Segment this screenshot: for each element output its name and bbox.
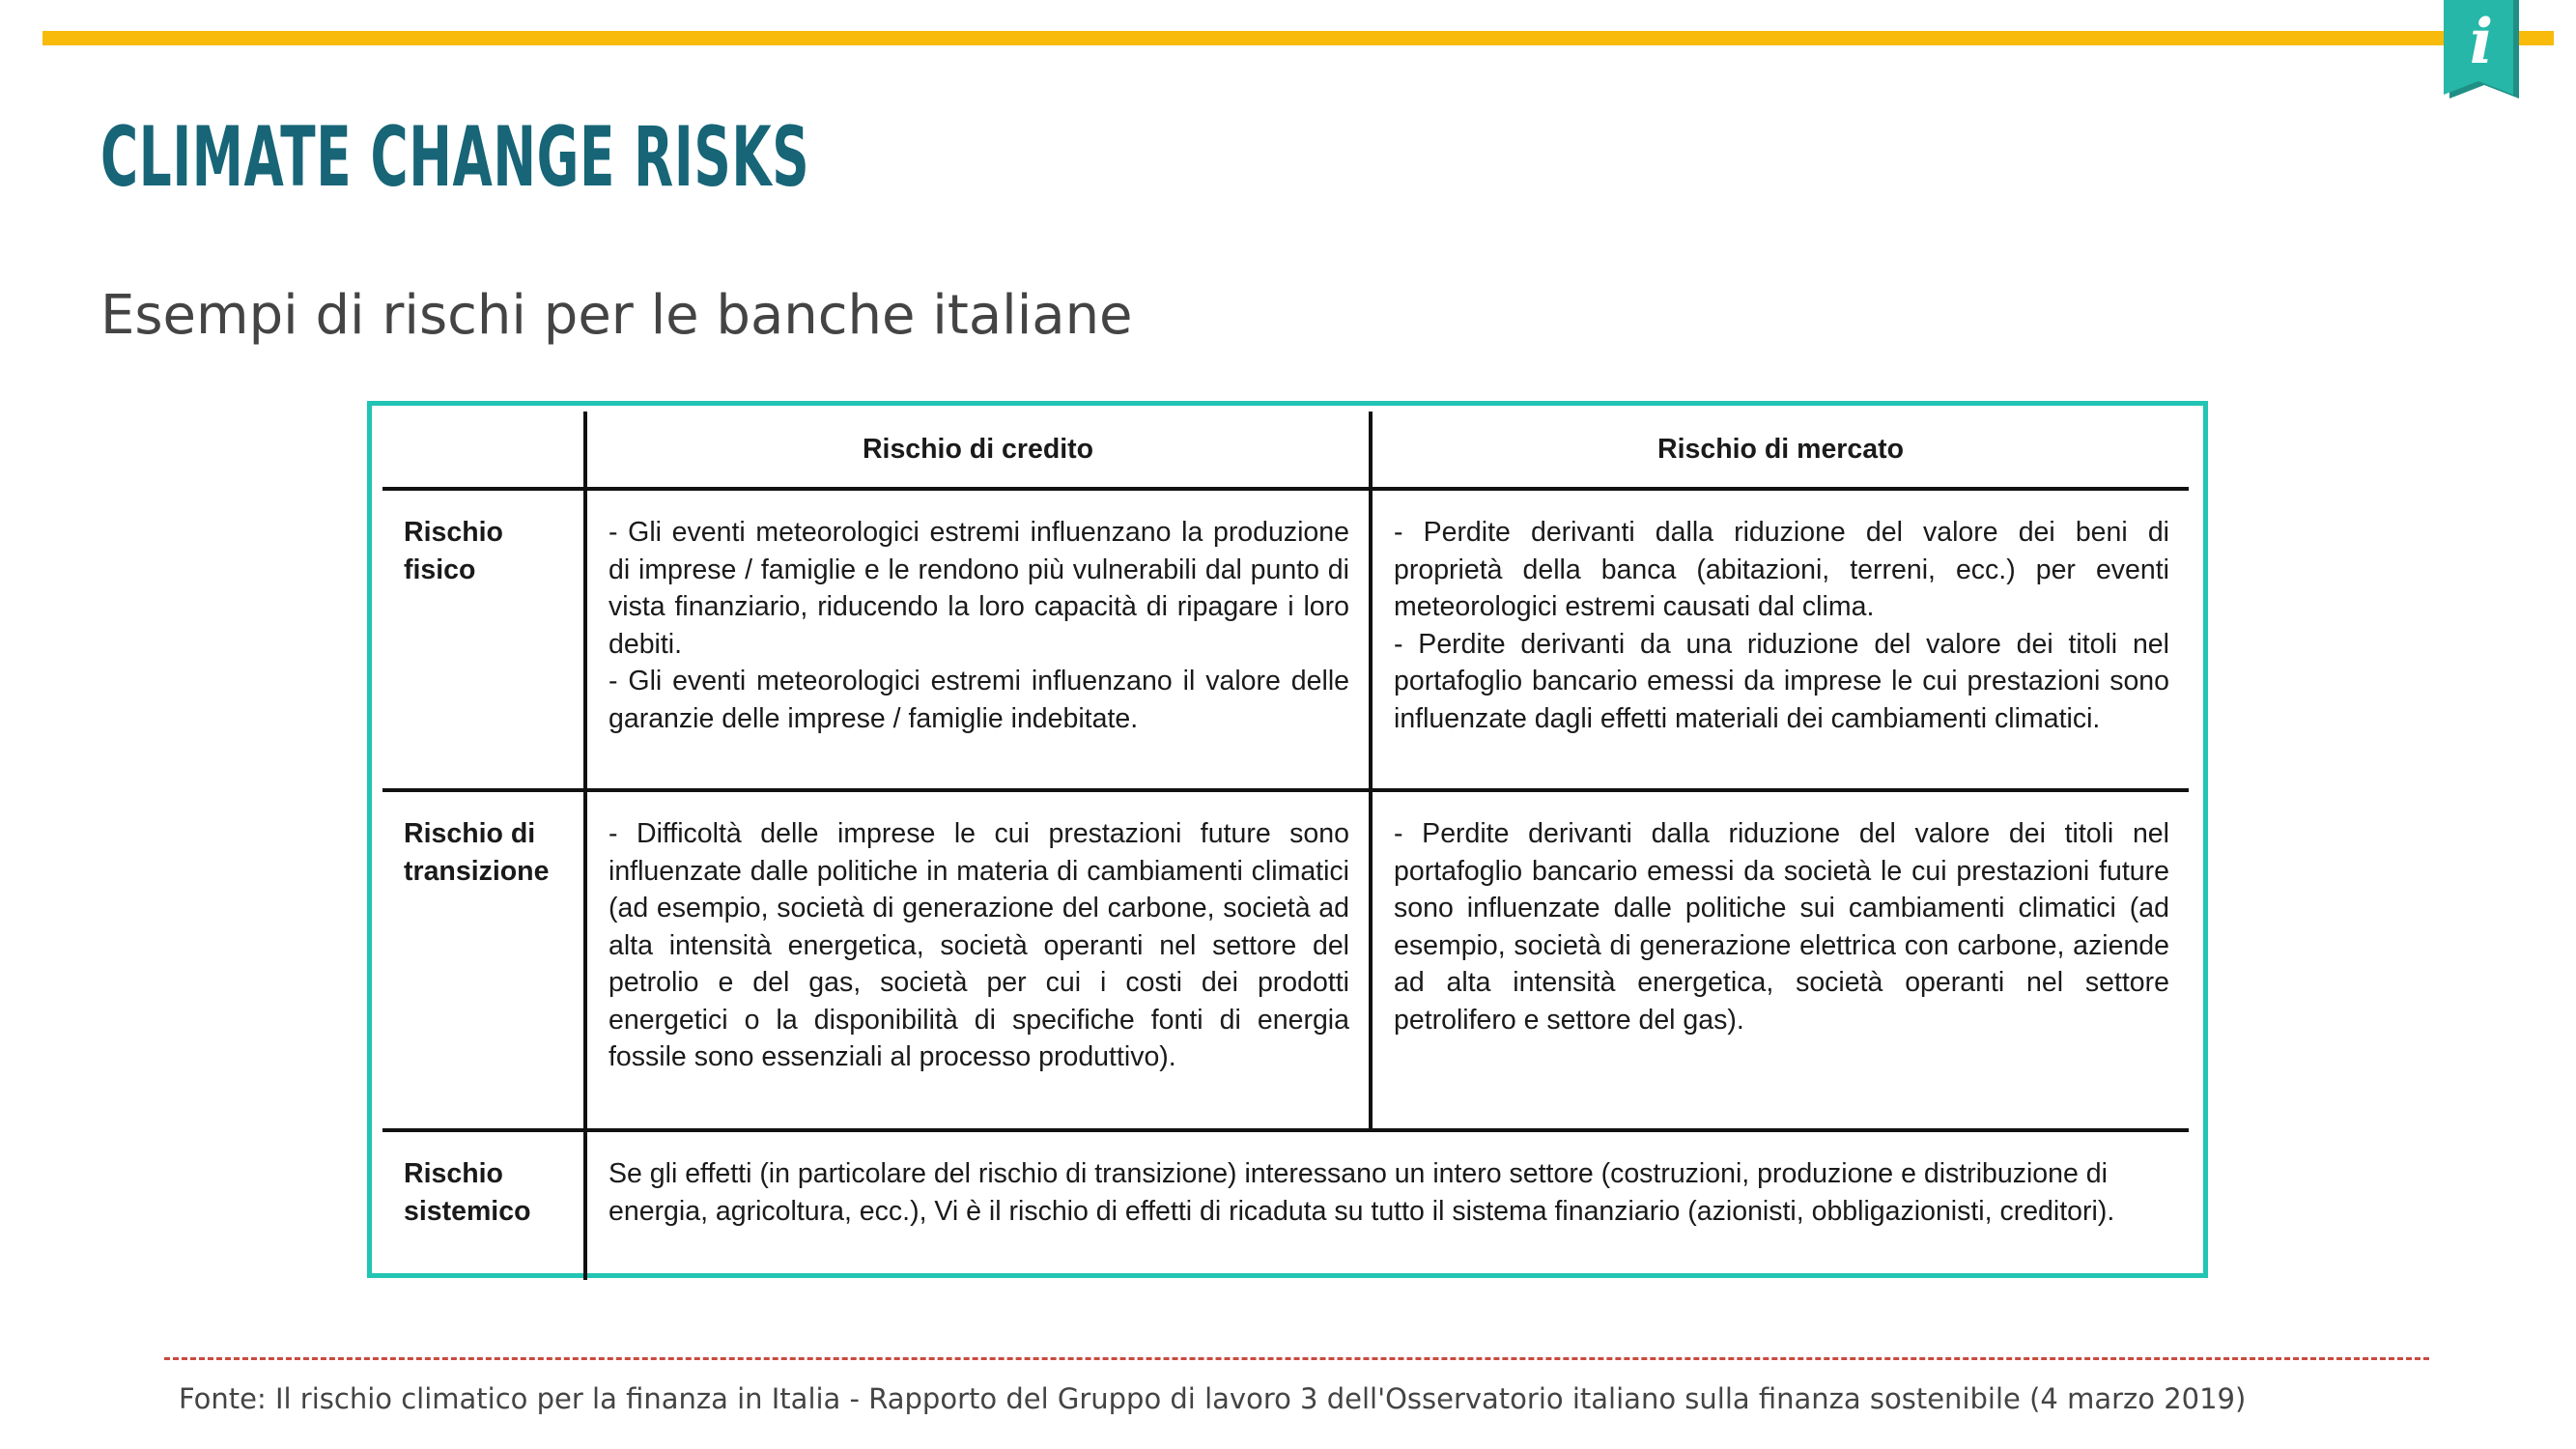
slide-title: CLIMATE CHANGE RISKS	[100, 109, 810, 206]
top-accent-bar	[42, 31, 2554, 45]
table-row	[382, 790, 2189, 1130]
info-badge	[2444, 0, 2519, 102]
header-credit-risk: Rischio di credito	[585, 412, 1371, 489]
info-icon: i	[2469, 6, 2494, 78]
header-market-risk: Rischio di mercato	[1371, 412, 2189, 489]
slide-subtitle: Esempi di rischi per le banche italiane	[100, 284, 1133, 347]
cell-physical-credit	[585, 489, 1371, 790]
cell-paragraph: - Gli eventi meteorologici estremi influenzano la produzione di imprese / famiglie e le rendono più vulnerabili dal punto di vista finanziario, riducendo la loro capacità di ripagare i loro debiti.	[609, 517, 1349, 660]
cell-paragraph: - Difficoltà delle imprese le cui prestazioni future sono influenzate dalle politiche in materia di cambiamenti climatici (ad esempio, società di generazione del carbone, società ad alta intensità energetica, società operanti nel settore del petrolio e del gas, società per cui i costi dei prodotti energetici o la disponibilità di specifiche fonti di energia fossile sono essenziali al processo produttivo).	[609, 818, 1349, 1072]
source-footnote: Fonte: Il rischio climatico per la finanza in Italia - Rapporto del Gruppo di lavoro 3 dell'Osservatorio italiano sulla finanza sostenibile (4 marzo 2019)	[179, 1382, 2247, 1415]
cell-transition-credit	[585, 790, 1371, 1130]
table-row	[382, 489, 2189, 790]
row-label-physical: Rischio fisico	[382, 489, 585, 790]
cell-physical-market	[1371, 489, 2189, 790]
table-header-row	[382, 412, 2189, 489]
table-row	[382, 1130, 2189, 1280]
risk-table	[382, 412, 2189, 1280]
row-label-systemic: Rischio sistemico	[404, 1158, 531, 1227]
cell-paragraph: - Perdite derivanti dalla riduzione del valore dei titoli nel portafoglio bancario emessi da società le cui prestazioni future sono influenzate dalle politiche sui cambiamenti climatici (ad esempio, società di generazione elettrica con carbone, aziende ad alta intensità energetica, società operanti nel settore petrolifero e settore del gas).	[1394, 818, 2169, 1036]
cell-paragraph: - Gli eventi meteorologici estremi influenzano il valore delle garanzie delle imprese / famiglie indebitate.	[609, 666, 1349, 734]
cell-systemic	[585, 1130, 2189, 1280]
cell-paragraph: - Perdite derivanti dalla riduzione del valore dei beni di proprietà della banca (abitazioni, terreni, ecc.) per eventi meteorologici estremi causati dal clima.	[1394, 517, 2169, 622]
header-empty	[382, 412, 585, 489]
footer-divider	[164, 1357, 2429, 1360]
row-label-transition: Rischio di transizione	[382, 790, 585, 1130]
cell-paragraph: - Perdite derivanti da una riduzione del valore dei titoli nel portafoglio bancario emessi da imprese le cui prestazioni sono influenzate dagli effetti materiali dei cambiamenti climatici.	[1394, 628, 2169, 734]
cell-paragraph: Se gli effetti (in particolare del rischio di transizione) interessano un intero settore (costruzioni, produzione e distribuzione di energia, agricoltura, ecc.), Vi è il rischio di effetti di ricaduta su tutto il sistema finanziario (azionisti, obbligazionisti, creditori).	[609, 1158, 2115, 1227]
cell-transition-market	[1371, 790, 2189, 1130]
table-frame	[367, 401, 2208, 1278]
